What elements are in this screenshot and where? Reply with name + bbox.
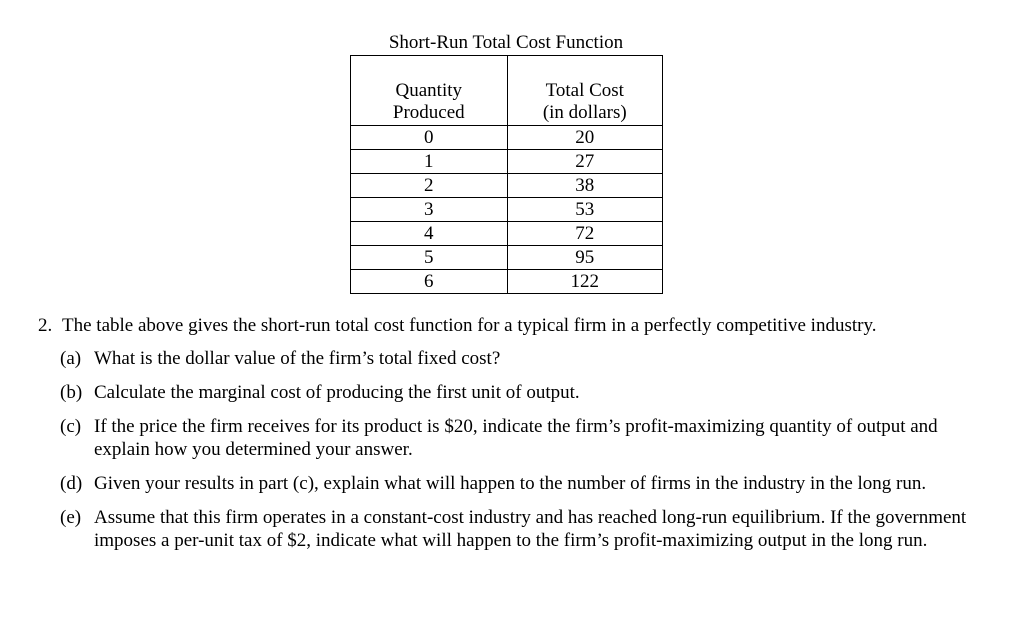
header-total-cost-line1: Total Cost — [545, 80, 624, 101]
question-block — [38, 314, 998, 563]
table-row — [351, 174, 663, 198]
question-stem-text: The table above gives the short-run total cost function for a typical firm in a perfectly competitive industry. — [62, 315, 877, 336]
part-text: What is the dollar value of the firm’s total fixed cost? — [94, 348, 501, 369]
part-text: If the price the firm receives for its product is $20, indicate the firm’s profit-maximizing quantity of output and explain how you determined your answer. — [94, 416, 938, 460]
cell-quantity: 0 — [351, 126, 508, 150]
part-label: (a) — [60, 348, 82, 369]
question-part-e — [60, 506, 998, 552]
part-label: (e) — [60, 507, 82, 528]
header-total-cost-line2: (in dollars) — [542, 102, 627, 123]
question-number: 2. — [38, 315, 53, 336]
cell-total-cost: 72 — [507, 222, 662, 246]
table-row — [351, 126, 663, 150]
header-quantity-line2: Produced — [392, 102, 465, 123]
cell-quantity: 1 — [351, 150, 508, 174]
header-quantity — [351, 56, 508, 126]
cell-total-cost: 27 — [507, 150, 662, 174]
cell-quantity: 5 — [351, 246, 508, 270]
table-row — [351, 150, 663, 174]
part-text: Assume that this firm operates in a constant-cost industry and has reached long-run equilibrium. If the government imposes a per-unit tax of $2, indicate what will happen to the firm’s profit-maximizing output in the long run. — [94, 507, 967, 551]
cell-total-cost: 38 — [507, 174, 662, 198]
header-quantity-line1: Quantity — [395, 80, 463, 101]
table-header-row — [351, 56, 663, 126]
part-label: (d) — [60, 473, 83, 494]
cell-quantity: 6 — [351, 270, 508, 294]
question-part-c — [60, 415, 998, 461]
question-part-b — [60, 381, 998, 404]
header-total-cost — [507, 56, 662, 126]
question-part-d — [60, 472, 998, 495]
table-row — [351, 246, 663, 270]
cell-quantity: 3 — [351, 198, 508, 222]
part-text: Given your results in part (c), explain what will happen to the number of firms in the industry in the long run. — [94, 473, 927, 494]
table-row — [351, 270, 663, 294]
cell-total-cost: 20 — [507, 126, 662, 150]
part-label: (c) — [60, 416, 82, 437]
cell-total-cost: 95 — [507, 246, 662, 270]
question-part-a — [60, 347, 998, 370]
table-row — [351, 222, 663, 246]
cell-quantity: 2 — [351, 174, 508, 198]
cell-total-cost: 53 — [507, 198, 662, 222]
table-title: Short-Run Total Cost Function — [388, 32, 624, 53]
question-stem — [38, 314, 998, 337]
part-label: (b) — [60, 382, 83, 403]
cell-quantity: 4 — [351, 222, 508, 246]
cell-total-cost: 122 — [507, 270, 662, 294]
cost-table — [350, 55, 663, 294]
part-text: Calculate the marginal cost of producing the first unit of output. — [94, 382, 580, 403]
table-row — [351, 198, 663, 222]
